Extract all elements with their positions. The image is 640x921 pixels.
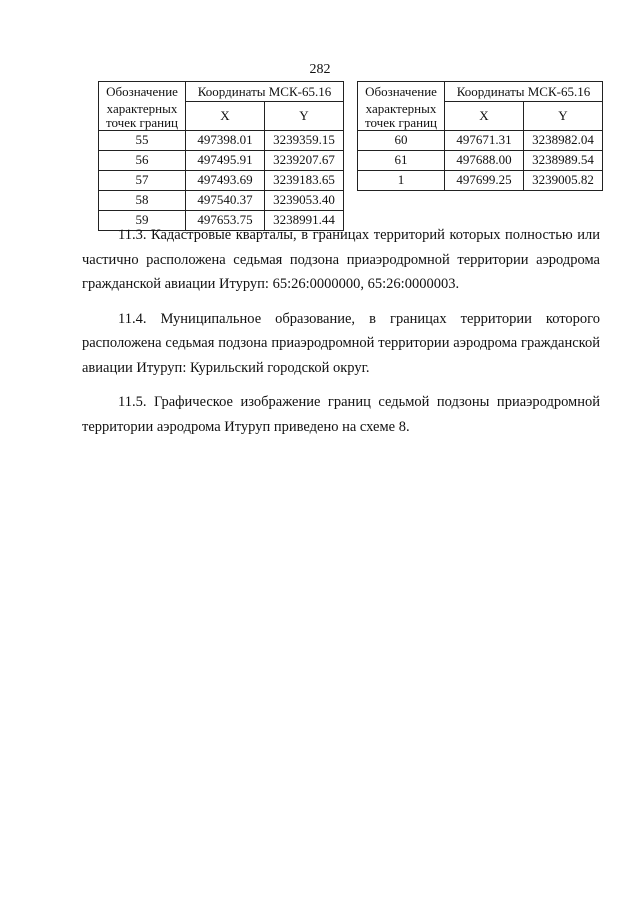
header-designation-sub: характерных точек границ [99,102,186,131]
cell-x: 497688.00 [445,150,524,170]
cell-point: 1 [358,170,445,190]
coordinates-table-left [98,81,344,231]
cell-point: 61 [358,150,445,170]
cell-x: 497398.01 [186,130,265,150]
table-row [358,150,603,170]
cell-y: 3238991.44 [265,210,344,230]
header-x: X [186,102,265,131]
cell-point: 59 [99,210,186,230]
header-designation-sub: характерных точек границ [358,102,445,131]
cell-x: 497495.91 [186,150,265,170]
table-row [99,190,344,210]
page-number: 282 [309,62,331,77]
header-designation: Обозначение [99,82,186,102]
paragraph-11-3: 11.3. Кадастровые кварталы, в границах территорий которых полностью или частично расположена седьмая подзона приаэродромной территории аэродрома гражданской авиации Итуруп: 65:26:0000000, 65:26:0000003. [82,227,600,292]
cell-y: 3239005.82 [524,170,603,190]
cell-y: 3239053.40 [265,190,344,210]
cell-y: 3239183.65 [265,170,344,190]
header-coords-title: Координаты МСК-65.16 [186,82,344,102]
header-designation: Обозначение [358,82,445,102]
paragraph-11-5: 11.5. Графическое изображение границ седьмой подзоны приаэродромной территории аэродрома Итуруп приведено на схеме 8. [82,394,600,435]
table-row [99,150,344,170]
table-row [99,130,344,150]
cell-point: 55 [99,130,186,150]
header-coords-title: Координаты МСК-65.16 [445,82,603,102]
coordinates-table-right [357,81,603,191]
table-row [358,170,603,190]
cell-y: 3238989.54 [524,150,603,170]
cell-y: 3238982.04 [524,130,603,150]
cell-x: 497671.31 [445,130,524,150]
cell-point: 57 [99,170,186,190]
cell-x: 497699.25 [445,170,524,190]
header-x: X [445,102,524,131]
table-row [358,130,603,150]
cell-point: 56 [99,150,186,170]
cell-point: 60 [358,130,445,150]
header-y: Y [524,102,603,131]
cell-x: 497540.37 [186,190,265,210]
paragraph-11-4: 11.4. Муниципальное образование, в границах территории которого расположена седьмая подзона приаэродромной территории аэродрома гражданской авиации Итуруп: Курильский городской округ. [82,310,600,376]
cell-point: 58 [99,190,186,210]
header-y: Y [265,102,344,131]
table-row [99,170,344,190]
cell-y: 3239359.15 [265,130,344,150]
cell-x: 497653.75 [186,210,265,230]
body-text [82,223,600,449]
cell-x: 497493.69 [186,170,265,190]
cell-y: 3239207.67 [265,150,344,170]
